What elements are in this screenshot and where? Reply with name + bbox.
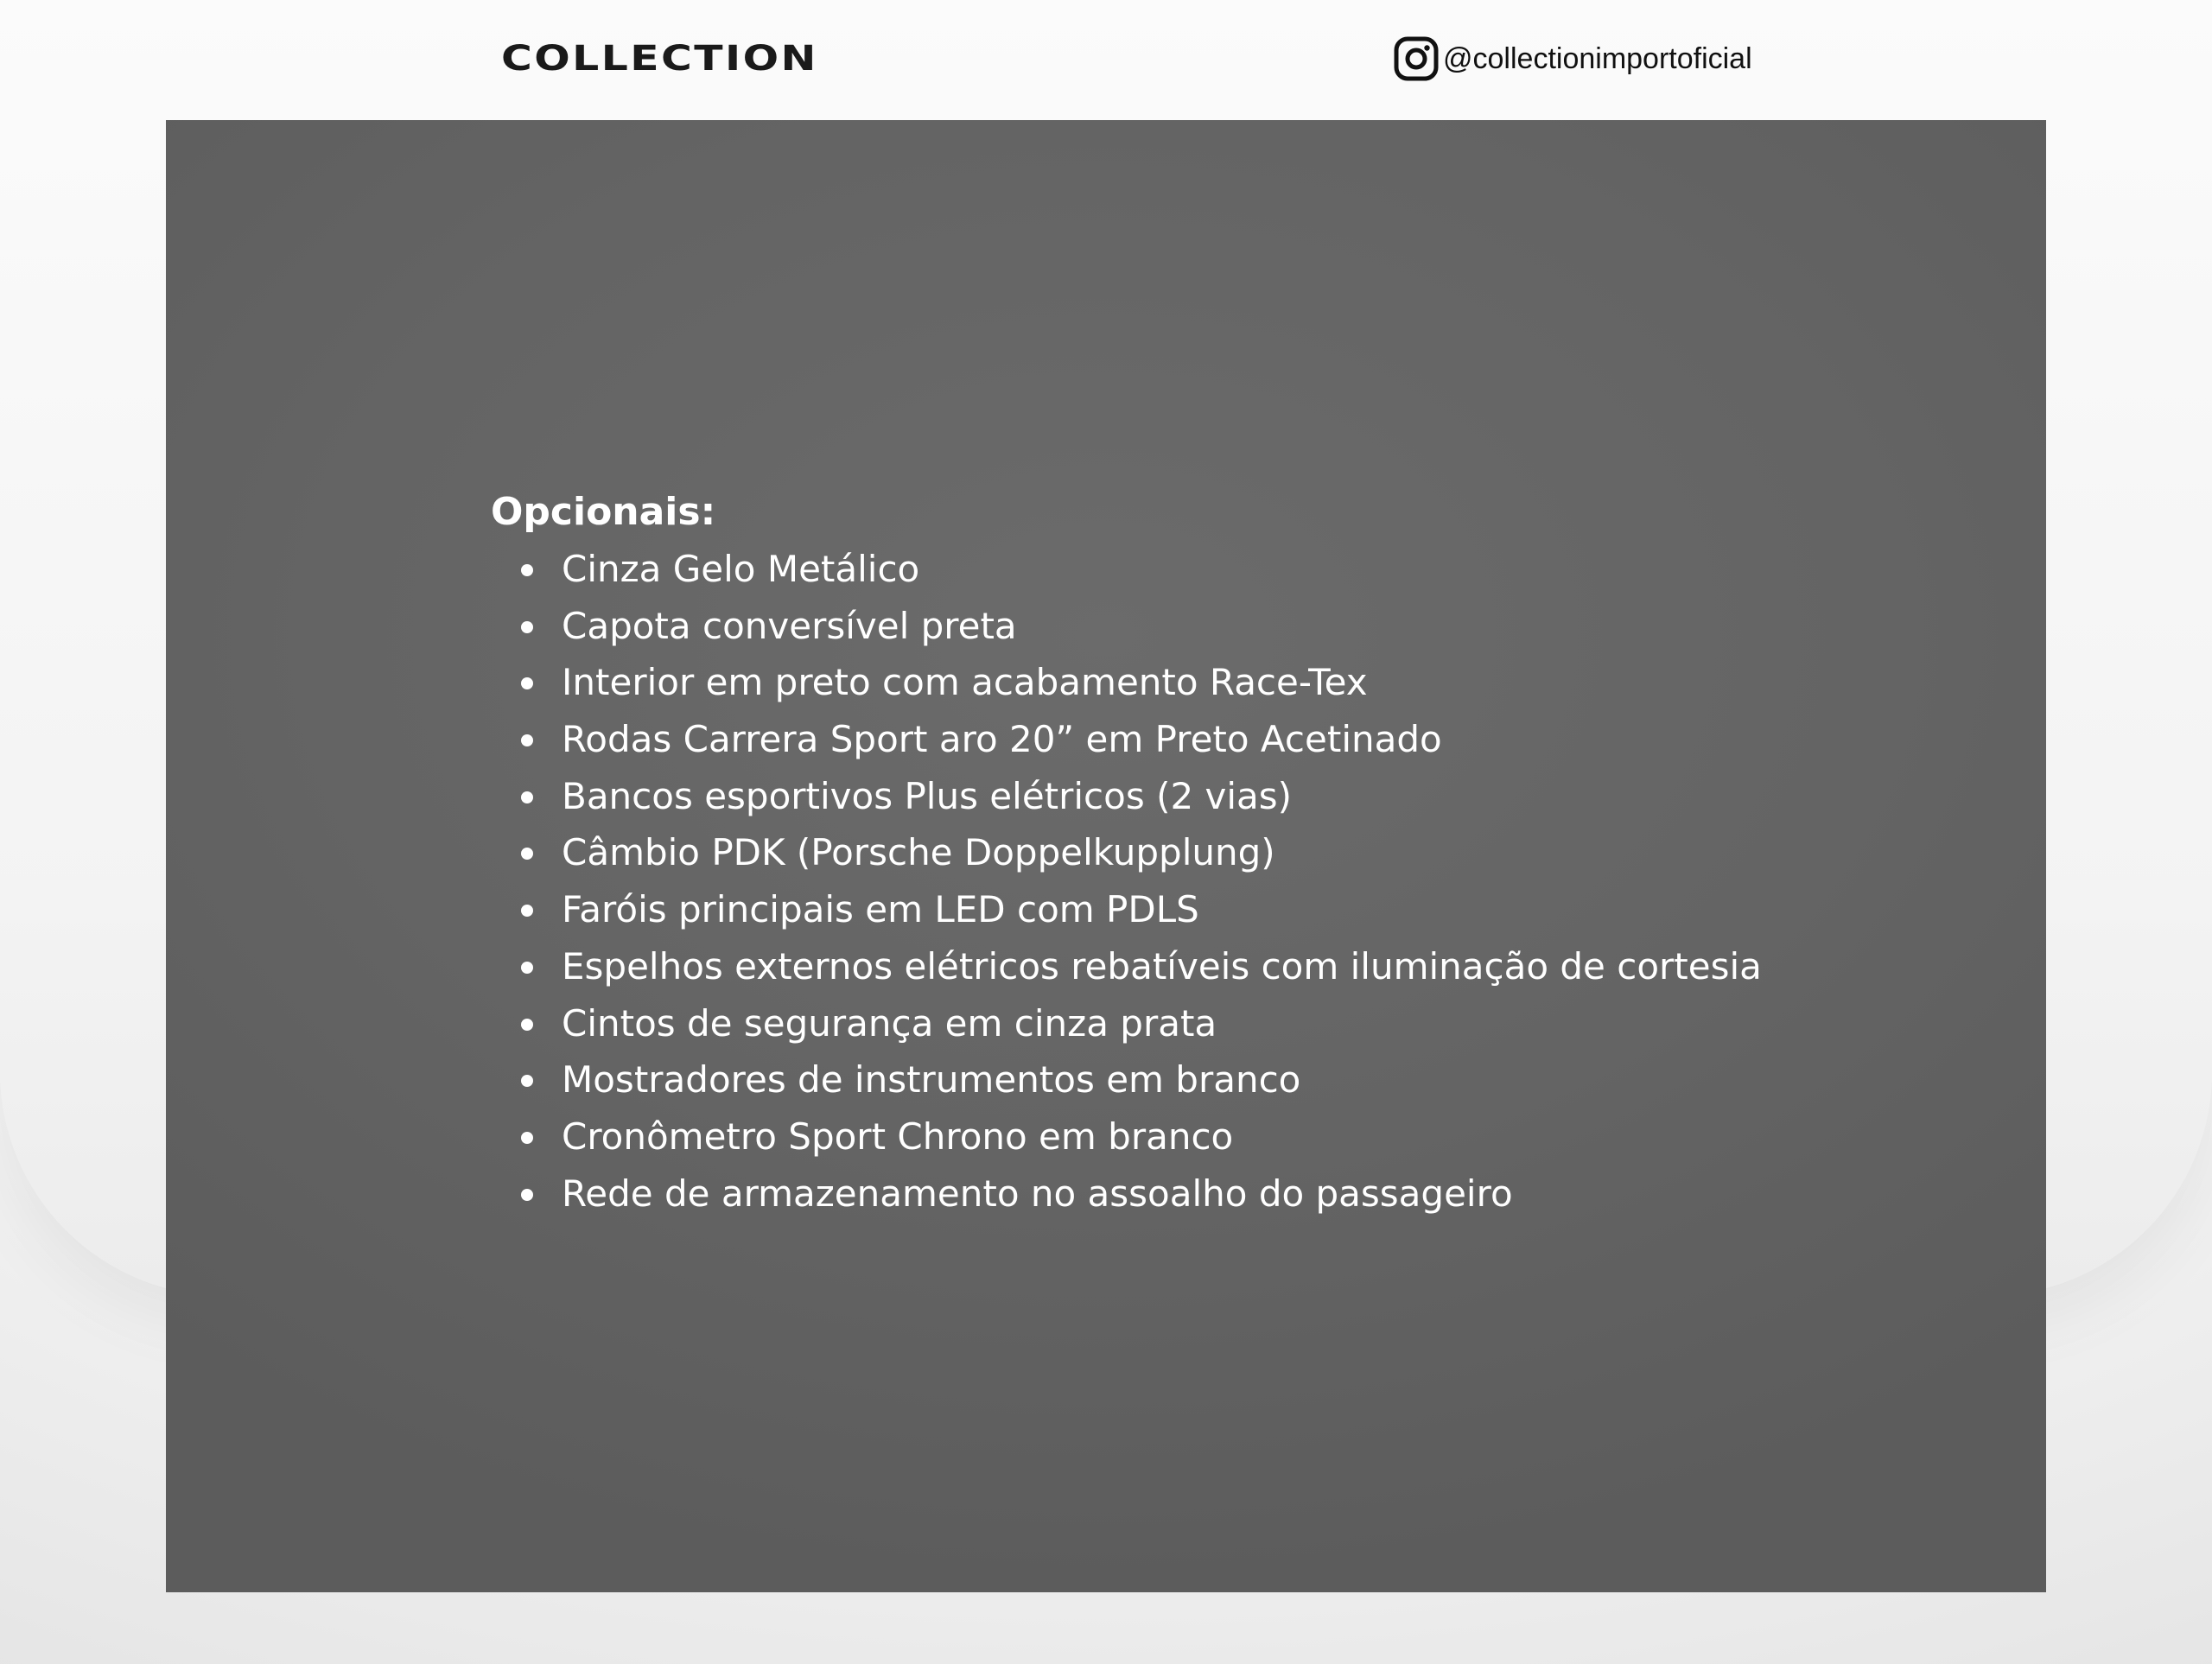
list-item: Espelhos externos elétricos rebatíveis com iluminação de cortesia [491,938,1873,995]
list-item: Cintos de segurança em cinza prata [491,995,1873,1052]
list-item: Mostradores de instrumentos em branco [491,1051,1873,1108]
list-item: Rodas Carrera Sport aro 20” em Preto Acetinado [491,711,1873,768]
list-item: Cronômetro Sport Chrono em branco [491,1108,1873,1165]
page-header [0,0,2212,119]
brand-logo: COLLECTION [501,39,818,79]
list-item: Capota conversível preta [491,598,1873,655]
options-content [491,484,1873,1222]
list-item: Faróis principais em LED com PDLS [491,881,1873,938]
list-item: Cinza Gelo Metálico [491,541,1873,598]
section-title: Opcionais: [491,490,716,534]
list-item: Rede de armazenamento no assoalho do passageiro [491,1165,1873,1223]
instagram-icon [1393,35,1440,82]
social-link[interactable] [1393,35,1752,83]
options-list [491,541,1873,1222]
list-item: Interior em preto com acabamento Race-Tex [491,654,1873,711]
list-item: Bancos esportivos Plus elétricos (2 vias) [491,768,1873,825]
instagram-handle[interactable]: @collectionimportoficial [1443,41,1752,75]
list-item: Câmbio PDK (Porsche Doppelkupplung) [491,824,1873,881]
